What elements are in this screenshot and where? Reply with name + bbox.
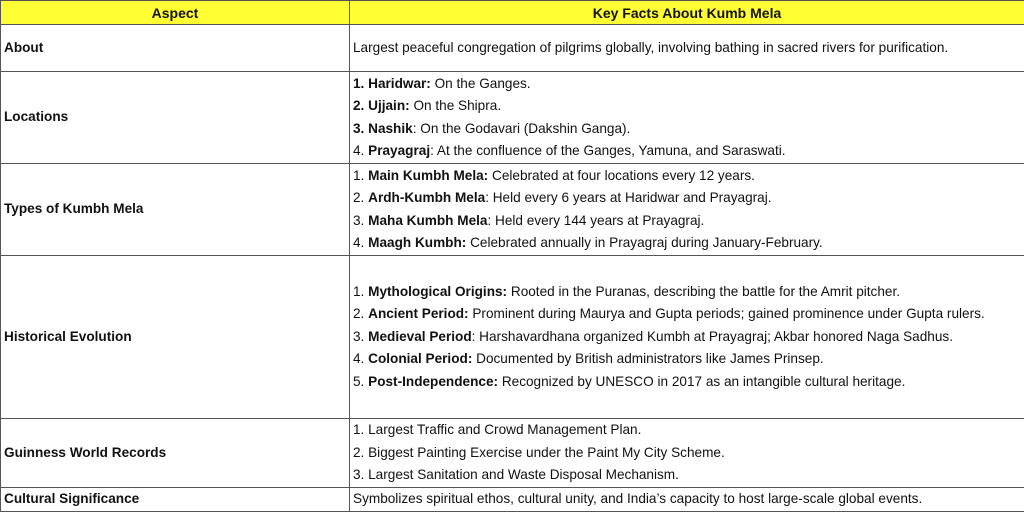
- fact-term: Medieval Period: [368, 328, 472, 344]
- fact-term: Main Kumbh Mela:: [368, 167, 489, 183]
- row-types-of-kumbh-mela: [1, 164, 1024, 256]
- facts-cell: [350, 419, 1024, 488]
- row-about: [1, 25, 1024, 72]
- fact-text: On the Ganges.: [430, 75, 531, 91]
- fact-line: 2. Biggest Painting Exercise under the Paint My City Scheme.: [353, 444, 725, 460]
- fact-number: 1.: [353, 167, 369, 183]
- fact-text: Celebrated annually in Prayagraj during January-February.: [466, 234, 823, 250]
- fact-text: : Harshavardhana organized Kumbh at Prayagraj; Akbar honored Naga Sadhus.: [471, 328, 953, 344]
- fact-text: : At the confluence of the Ganges, Yamuna, and Saraswati.: [430, 142, 786, 158]
- row-historical-evolution: [1, 256, 1024, 419]
- fact-number: 3.: [353, 328, 369, 344]
- fact-number: 1.: [353, 283, 369, 299]
- header-row: [1, 1, 1024, 25]
- fact-line: [353, 303, 1021, 325]
- fact-line: [353, 371, 1021, 393]
- fact-line: Symbolizes spiritual ethos, cultural unity, and India’s capacity to host large-scale global events.: [353, 491, 923, 507]
- fact-line: [353, 187, 1021, 209]
- facts-cell: [350, 256, 1024, 419]
- fact-line: [353, 165, 1021, 187]
- fact-term: Ancient Period:: [368, 306, 469, 322]
- fact-text: Rooted in the Puranas, describing the battle for the Amrit pitcher.: [507, 283, 901, 299]
- fact-term: Mythological Origins:: [368, 283, 508, 299]
- fact-term: Prayagraj: [368, 142, 431, 158]
- fact-number: 4.: [353, 351, 369, 367]
- fact-term: Maha Kumbh Mela: [368, 212, 488, 228]
- fact-number: 2.: [353, 306, 369, 322]
- fact-text: : Held every 6 years at Haridwar and Prayagraj.: [485, 190, 772, 206]
- fact-line: [353, 281, 1021, 303]
- fact-line: [353, 140, 1021, 162]
- fact-text: Recognized by UNESCO in 2017 as an intangible cultural heritage.: [498, 373, 906, 389]
- fact-number: 4.: [353, 142, 369, 158]
- facts-cell: [350, 25, 1024, 72]
- header-key-facts: Key Facts About Kumb Mela: [350, 1, 1024, 25]
- row-guinness-world-records: [1, 419, 1024, 488]
- fact-number: 1.: [353, 75, 369, 91]
- aspect-cell: Guinness World Records: [1, 419, 350, 488]
- aspect-cell: Types of Kumbh Mela: [1, 164, 350, 256]
- fact-text: : On the Godavari (Dakshin Ganga).: [412, 120, 631, 136]
- fact-text: Documented by British administrators like James Prinsep.: [472, 351, 824, 367]
- fact-term: Haridwar:: [368, 75, 431, 91]
- fact-line: [353, 37, 1021, 59]
- fact-line: [353, 118, 1021, 140]
- aspect-cell: Cultural Significance: [1, 488, 350, 512]
- fact-text: : Held every 144 years at Prayagraj.: [487, 212, 705, 228]
- fact-text: On the Shipra.: [409, 98, 502, 114]
- fact-text: Celebrated at four locations every 12 years.: [488, 167, 755, 183]
- fact-number: 3.: [353, 212, 369, 228]
- fact-line: [353, 95, 1021, 117]
- aspect-cell: Historical Evolution: [1, 256, 350, 419]
- fact-line: [353, 232, 1021, 254]
- fact-text: Largest peaceful congregation of pilgrims globally, involving bathing in sacred rivers for purification.: [353, 39, 949, 55]
- fact-term: Post-Independence:: [368, 373, 499, 389]
- fact-line: [353, 326, 1021, 348]
- aspect-cell: About: [1, 25, 350, 72]
- fact-number: 2.: [353, 98, 369, 114]
- fact-term: Ujjain:: [368, 98, 410, 114]
- header-aspect: Aspect: [1, 1, 350, 25]
- row-cultural-significance: [1, 488, 1024, 512]
- fact-line: [353, 348, 1021, 370]
- fact-number: 3.: [353, 120, 369, 136]
- fact-text: Prominent during Maurya and Gupta periods; gained prominence under Gupta rulers.: [468, 306, 985, 322]
- fact-line: 3. Largest Sanitation and Waste Disposal Mechanism.: [353, 467, 679, 483]
- fact-line: 1. Largest Traffic and Crowd Management Plan.: [353, 422, 642, 438]
- fact-number: 5.: [353, 373, 369, 389]
- facts-cell: [350, 72, 1024, 164]
- aspect-cell: Locations: [1, 72, 350, 164]
- fact-term: Ardh-Kumbh Mela: [368, 190, 486, 206]
- fact-term: Colonial Period:: [368, 351, 473, 367]
- facts-cell: [350, 164, 1024, 256]
- fact-term: Nashik: [368, 120, 413, 136]
- fact-number: 4.: [353, 234, 369, 250]
- fact-term: Maagh Kumbh:: [368, 234, 467, 250]
- fact-line: [353, 210, 1021, 232]
- fact-line: [353, 73, 1021, 95]
- fact-number: 2.: [353, 190, 369, 206]
- facts-cell: [350, 488, 1024, 512]
- row-locations: [1, 72, 1024, 164]
